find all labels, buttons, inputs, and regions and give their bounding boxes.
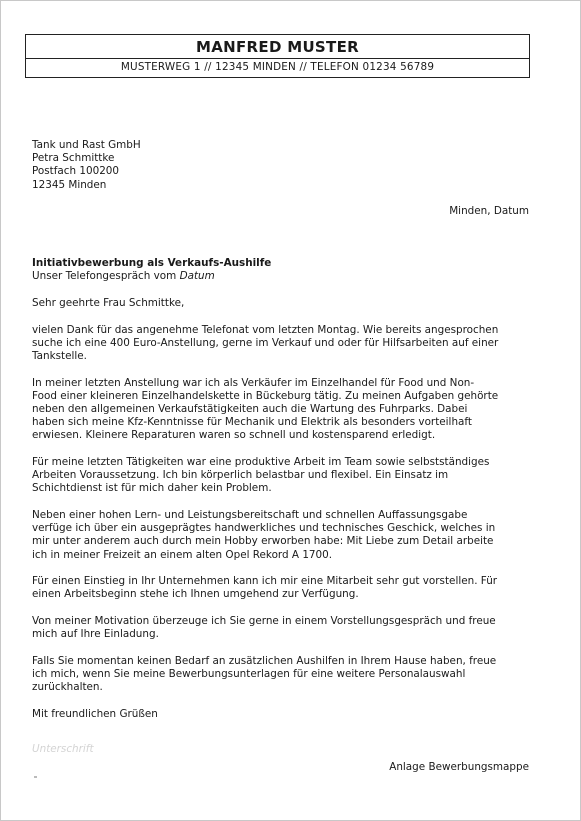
sender-name: MANFRED MUSTER (26, 35, 529, 59)
paragraph-line: Für meine letzten Tätigkeiten war eine produktive Arbeit im Team sowie selbstständiges (32, 456, 490, 468)
salutation: Sehr geehrte Frau Schmittke, (32, 297, 185, 309)
body-paragraph (32, 575, 532, 601)
paragraph-line: zurückhalten. (32, 681, 103, 694)
paragraph-line: Falls Sie momentan keinen Bedarf an zusätzlichen Aushilfen in Ihrem Hause haben, freue (32, 654, 497, 667)
paragraph-line: Schichtdienst ist für mich daher kein Problem. (32, 482, 272, 495)
letter-body (32, 297, 532, 721)
paragraph-line: Arbeiten Voraussetzung. Ich bin körperlich belastbar und flexibel. Ein Einsatz im (32, 469, 449, 482)
paragraph-line: verfüge ich über ein ausgeprägtes handwerkliches und technisches Geschick, welches in (32, 522, 496, 535)
enclosure-note: Anlage Bewerbungsmappe (389, 761, 529, 773)
paragraph-line: Von meiner Motivation überzeuge ich Sie gerne in einem Vorstellungsgespräch und freue (32, 615, 496, 627)
body-paragraphs (32, 324, 532, 695)
letterhead (25, 34, 530, 78)
reference-prefix: Unser Telefongespräch vom (32, 270, 180, 283)
recipient-city: 12345 Minden (32, 178, 107, 191)
paragraph-line: neben den allgemeinen Verkaufstätigkeiten auch die Wartung des Fuhrparks. Dabei (32, 403, 468, 415)
closing: Mit freundlichen Grüßen (32, 707, 158, 720)
recipient-address (32, 139, 141, 192)
subject-title: Initiativbewerbung als Verkaufs-Aushilfe (32, 257, 272, 269)
paragraph-line: suche ich eine 400 Euro-Anstellung, gerne im Verkauf und oder für Hilfsarbeiten auf einer (32, 336, 499, 349)
letter-date: Minden, Datum (449, 205, 529, 217)
paragraph-line: ich mich, wenn Sie meine Bewerbungsunterlagen für eine weitere Personalauswahl (32, 668, 466, 680)
recipient-po-box: Postfach 100200 (32, 165, 120, 178)
paragraph-line: mir unter anderem auch durch mein Hobby erworben habe: Mit Liebe zum Detail arbeite (32, 535, 494, 548)
paragraph-line: Tankstelle. (32, 350, 87, 362)
paragraph-line: ich in meiner Freizeit an einem alten Opel Rekord A 1700. (32, 548, 333, 561)
paragraph-line: einen Arbeitsbeginn stehe ich Ihnen umgehend zur Verfügung. (32, 588, 359, 601)
paragraph-line: In meiner letzten Anstellung war ich als Verkäufer im Einzelhandel für Food und Non- (32, 376, 475, 389)
body-paragraph (32, 509, 532, 562)
paragraph-line: Food einer kleineren Einzelhandelskette in Bückeburg tätig. Zu meinen Aufgaben gehörte (32, 389, 499, 402)
subject-reference (32, 270, 271, 283)
body-paragraph (32, 655, 532, 695)
paragraph-line: Für einen Einstieg in Ihr Unternehmen kann ich mir eine Mitarbeit sehr gut vorstellen. Für (32, 575, 498, 588)
signature-placeholder: Unterschrift (32, 743, 94, 755)
paragraph-line: vielen Dank für das angenehme Telefonat vom letzten Montag. Wie bereits angesprochen (32, 323, 499, 336)
body-paragraph (32, 615, 532, 641)
body-paragraph (32, 324, 532, 364)
subject-block (32, 257, 271, 283)
recipient-company: Tank und Rast GmbH (32, 139, 141, 151)
reference-date-placeholder: Datum (179, 270, 215, 283)
paragraph-line: Neben einer hohen Lern- und Leistungsbereitschaft und schnellen Auffassungsgabe (32, 509, 468, 521)
body-paragraph (32, 456, 532, 496)
body-paragraph (32, 377, 532, 443)
paragraph-line: erwiesen. Kleinere Reparaturen waren so schnell und kostensparend erledigt. (32, 429, 436, 442)
sender-contact-line: MUSTERWEG 1 // 12345 MINDEN // TELEFON 01234 56789 (120, 61, 435, 73)
paragraph-line: haben sich meine Kfz-Kenntnisse für Mechanik und Elektrik als besonders vorteilhaft (32, 416, 472, 429)
recipient-person: Petra Schmittke (32, 152, 115, 165)
paragraph-line: mich auf Ihre Einladung. (32, 628, 159, 641)
signature-mark (34, 776, 37, 778)
